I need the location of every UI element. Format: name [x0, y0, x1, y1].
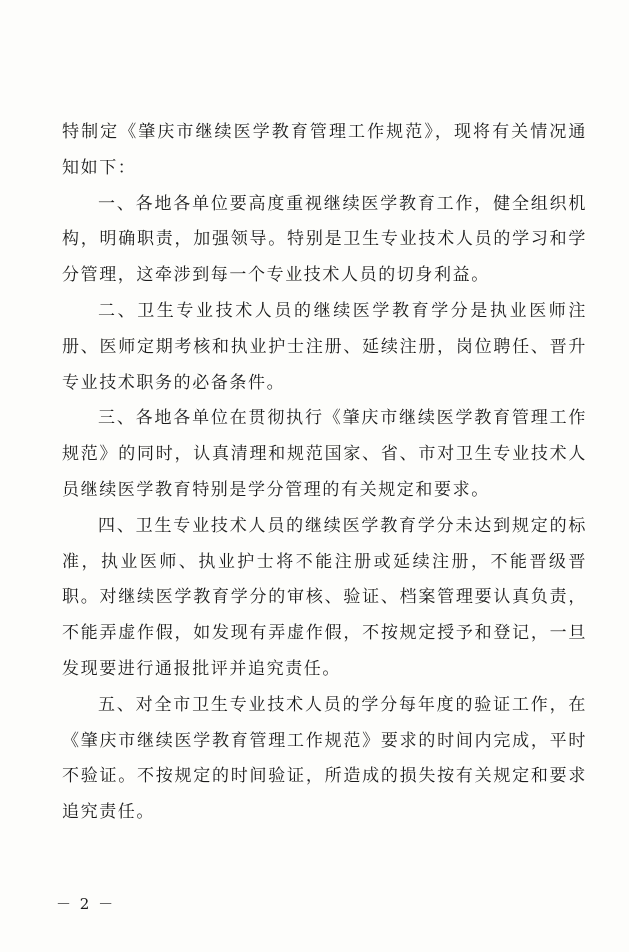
document-body	[62, 115, 587, 831]
item-paragraph-5: 五、对全市卫生专业技术人员的学分每年度的验证工作，在《肇庆市继续医学教育管理工作规范》要求的时间内完成，平时不验证。不按规定的时间验证，所造成的损失按有关规定和要求追究责任。	[62, 694, 587, 823]
item-paragraph-2: 二、卫生专业技术人员的继续医学教育学分是执业医师注册、医师定期考核和执业护士注册、延续注册，岗位聘任、晋升专业技术职务的必备条件。	[62, 300, 587, 393]
item-paragraph-3: 三、各地各单位在贯彻执行《肇庆市继续医学教育管理工作规范》的同时，认真清理和规范国家、省、市对卫生专业技术人员继续医学教育特别是学分管理的有关规定和要求。	[62, 408, 587, 500]
page-number: － 2 －	[56, 895, 116, 913]
item-paragraph-4: 四、卫生专业技术人员的继续医学教育学分未达到规定的标准，执业医师、执业护士将不能注册或延续注册，不能晋级晋职。对继续医学教育学分的审核、验证、档案管理要认真负责，不能弄虚作假，如发现有弄虚作假，不按规定授予和登记，一旦发现要进行通报批评并追究责任。	[62, 515, 587, 679]
item-paragraph-1: 一、各地各单位要高度重视继续医学教育工作，健全组织机构，明确职责，加强领导。特别是卫生专业技术人员的学习和学分管理，这牵涉到每一个专业技术人员的切身利益。	[62, 193, 587, 286]
intro-paragraph: 特制定《肇庆市继续医学教育管理工作规范》，现将有关情况通知如下：	[62, 122, 587, 178]
